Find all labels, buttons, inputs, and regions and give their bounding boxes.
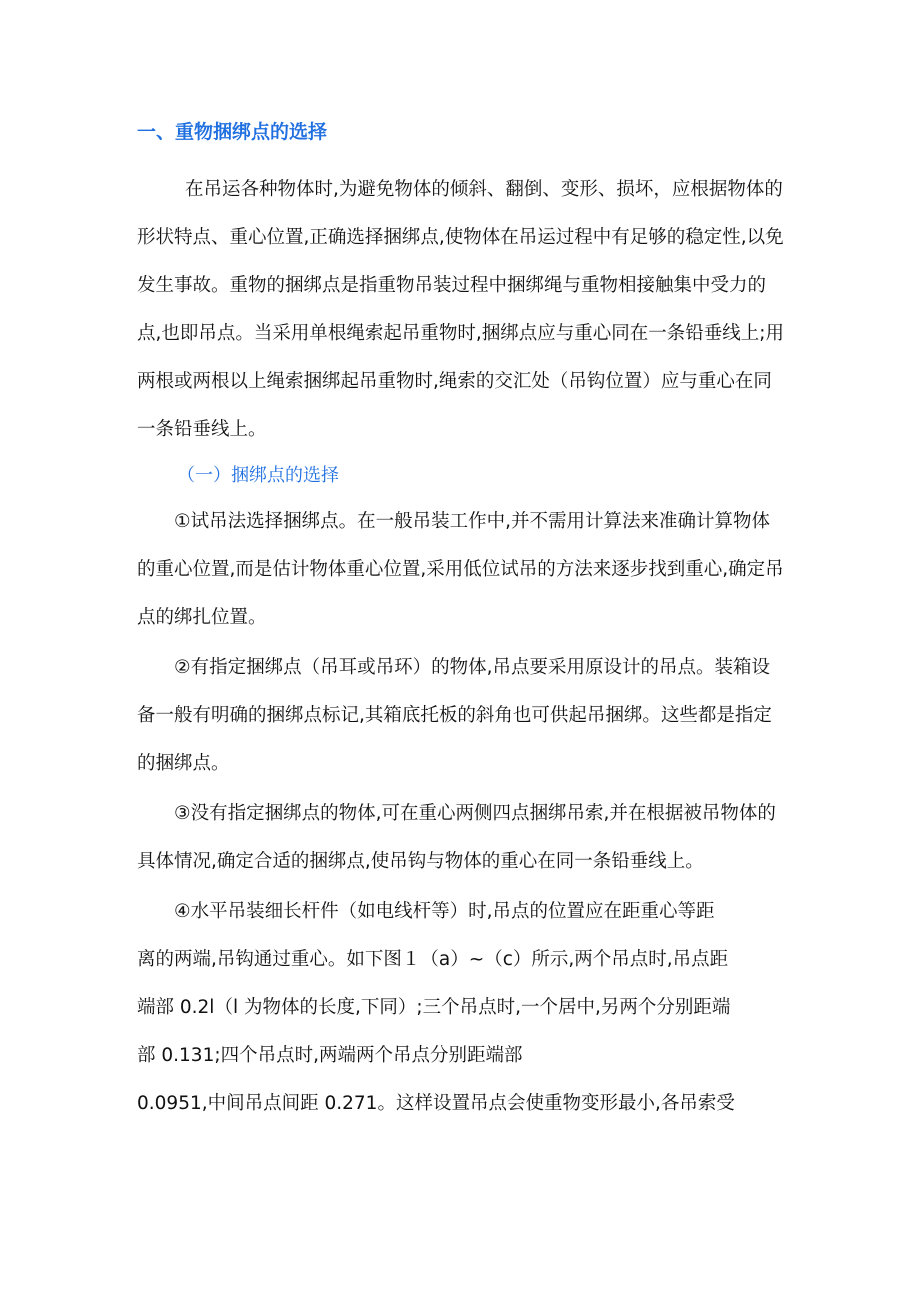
document-body [137,112,787,1130]
section-title: 一、重物捆绑点的选择 [137,121,328,143]
subsection-title: （一）捆绑点的选择 [177,465,339,486]
list-item-3: ③没有指定捆绑点的物体,可在重心两侧四点捆绑吊索,并在根据被吊物体的具体情况,确定合适的捆绑点,使吊钩与物体的重心在同一条铅垂线上。 [137,803,776,872]
list-item-4-line-2: 离的两端,吊钩通过重心。如下图１（a）~（c）所示,两个吊点时,吊点距 [137,949,729,970]
intro-paragraph: 在吊运各种物体时,为避免物体的倾斜、翻倒、变形、损坏，应根据物体的形状特点、重心位置,正确选择捆绑点,使物体在吊运过程中有足够的稳定性,以免发生事故。重物的捆绑点是指重物吊装过程中捆绑绳与重物相接触集中受力的点,也即吊点。当采用单根绳索起吊重物时,捆绑点应与重心同在一条铅垂线上;用两根或两根以上绳索捆绑起吊重物时,绳索的交汇处（吊钩位置）应与重心在同一条铅垂线上。 [137,179,784,440]
list-item-4 [137,888,787,1128]
list-item-2: ②有指定捆绑点（吊耳或吊环）的物体,吊点要采用原设计的吊点。装箱设备一般有明确的捆绑点标记,其箱底托板的斜角也可供起吊捆绑。这些都是指定的捆绑点。 [137,657,772,774]
list-item-4-line-4: 部 0.131;四个吊点时,两端两个吊点分别距端部 [137,1045,523,1066]
list-item-4-line-3: 端部 0.2l（l 为物体的长度,下同）;三个吊点时,一个居中,另两个分别距端 [137,997,731,1018]
list-item-4-line-5: 0.0951,中间吊点间距 0.271。这样设置吊点会使重物变形最小,各吊索受 [137,1093,735,1114]
list-item-1: ①试吊法选择捆绑点。在一般吊装工作中,并不需用计算法来准确计算物体的重心位置,而是估计物体重心位置,采用低位试吊的方法来逐步找到重心,确定吊点的绑扎位置。 [137,511,784,628]
list-item-4-line-1: ④水平吊装细长杆件（如电线杆等）时,吊点的位置应在距重心等距 [174,901,715,922]
